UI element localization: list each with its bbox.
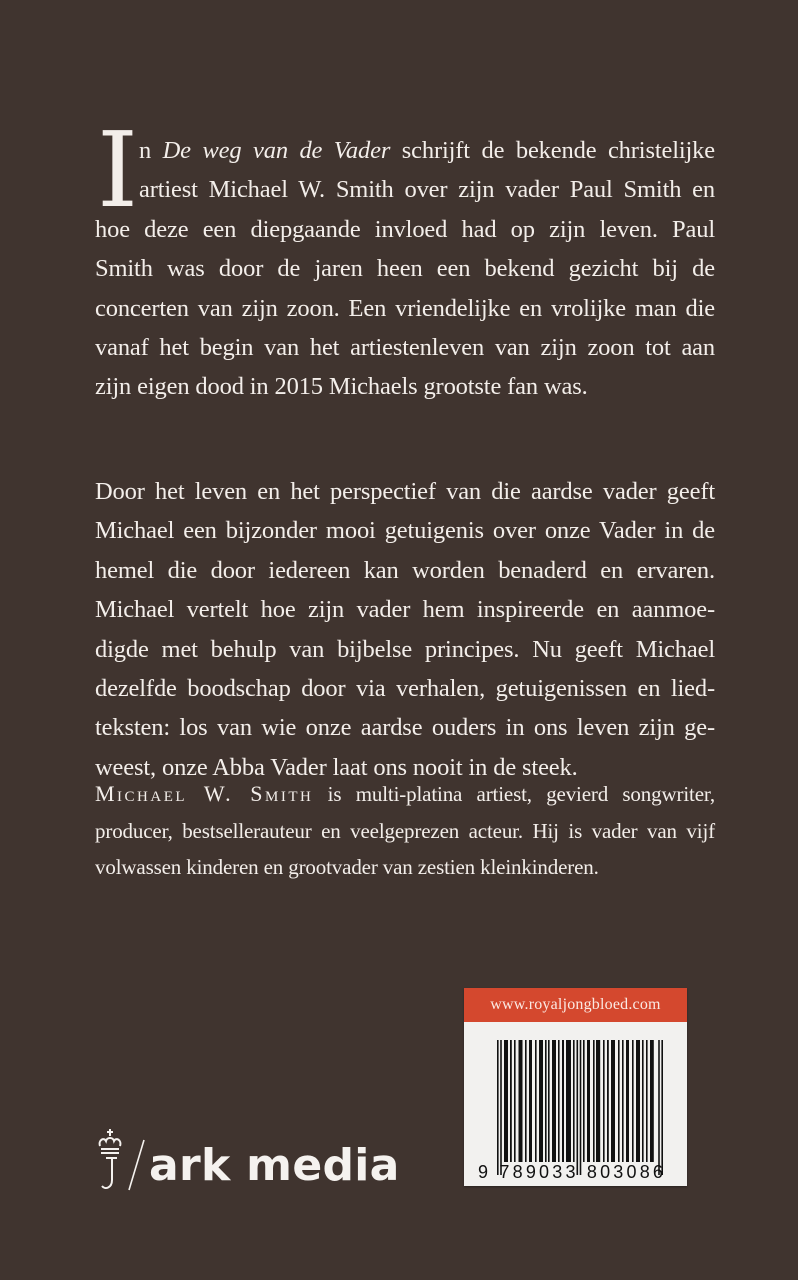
crown-j-icon: [95, 1128, 125, 1192]
bio-line: producer, bestsellerauteur en veelgeprezen acteur. Hij is vader van vijf: [95, 818, 715, 843]
publisher-name: ark media: [149, 1140, 400, 1191]
intro-line: Smith was door de jaren heen een bekend gezicht bij de: [95, 255, 715, 283]
body-line: dezelfde boodschap door via verhalen, getuigenissen en lied-: [95, 675, 715, 703]
book-title: De weg van de Vader: [162, 137, 391, 164]
drop-cap: I: [97, 109, 139, 231]
bio-line: Michael W. Smith is multi-platina artiest, gevierd songwriter,: [95, 781, 715, 806]
body-line: Michael een bijzonder mooi getuigenis over onze Vader in de: [95, 517, 715, 545]
intro-line: artiest Michael W. Smith over zijn vader Paul Smith en: [139, 176, 715, 204]
body-line: hemel die door iedereen kan worden benaderd en ervaren.: [95, 556, 715, 584]
intro-line: n De weg van de Vader schrijft de bekende christelijke: [139, 137, 715, 164]
intro-line: hoe deze een diepgaande invloed had op zijn leven. Paul: [95, 215, 715, 243]
intro-paragraph: [95, 131, 715, 407]
body-line: Michael vertelt hoe zijn vader hem inspireerde en aanmoe-: [95, 596, 715, 624]
intro-line: vanaf het begin van het artiestenleven van zijn zoon tot aan: [95, 334, 715, 362]
body-line: Door het leven en het perspectief van die aardse vader geeft: [95, 478, 715, 505]
author-name: Michael W. Smith: [95, 781, 314, 806]
author-bio: [95, 776, 715, 886]
body-line: weest, onze Abba Vader laat ons nooit in de steek.: [95, 753, 578, 781]
isbn-barcode-box: [464, 988, 687, 1186]
publisher-url: www.royaljongbloed.com: [464, 988, 687, 1022]
intro-line: zijn eigen dood in 2015 Michaels grootste fan was.: [95, 373, 588, 401]
bio-line: volwassen kinderen en grootvader van zestien kleinkinderen.: [95, 855, 599, 879]
body-line: teksten: los van wie onze aardse ouders in ons leven zijn ge-: [95, 714, 715, 742]
body-paragraph: [95, 472, 715, 787]
isbn-number: 9 789033 803086: [478, 1162, 667, 1182]
barcode-icon: [497, 1040, 665, 1175]
slash-divider-icon: [125, 1136, 147, 1192]
intro-line: concerten van zijn zoon. Een vriendelijke en vrolijke man die: [95, 294, 715, 322]
body-line: digde met behulp van bijbelse principes. Nu geeft Michael: [95, 635, 715, 663]
publisher-logo: [95, 1128, 400, 1192]
